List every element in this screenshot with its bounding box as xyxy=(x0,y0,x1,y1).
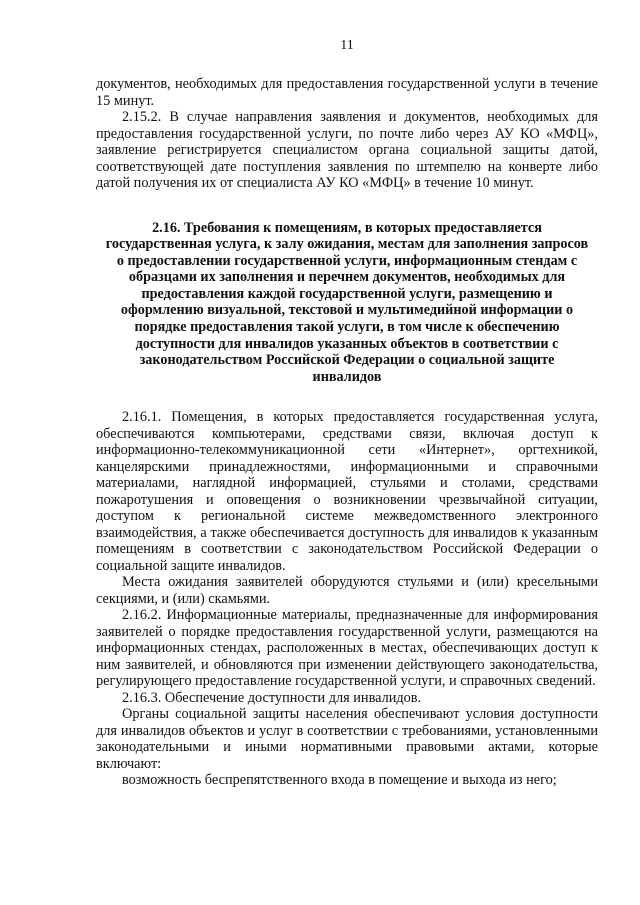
paragraph-list-item-entry: возможность беспрепятственного входа в помещение и выхода из него; xyxy=(122,772,557,789)
page-number: 11 xyxy=(340,38,354,53)
paragraph-2-16-1: 2.16.1. Помещения, в которых предоставляется государственная услуга, обеспечиваются компьютерами, средствами связи, включая доступ к информационно-телекоммуникационной сети «Интернет», оргтехникой, канцелярскими принадлежностями, информационными и справочными материалами, наглядной информацией, стульями и столами, средствами пожаротушения и оповещения о возникновении чрезвычайной ситуации, доступом к региональной системе межведомственного электронного взаимодействия, а также обеспечивается доступность для инвалидов к указанным помещениям в соответствии с законодательством Российской Федерации о социальной защите инвалидов. xyxy=(96,409,598,574)
paragraph-2-16-2: 2.16.2. Информационные материалы, предназначенные для информирования заявителей о порядке предоставления государственной услуги, размещаются на информационных стендах, расположенных в местах, обеспечивающих доступ к ним заявителей, и обновляются при изменении действующего законодательства, регулирующего предоставление государственной услуги, и справочных сведений. xyxy=(96,607,598,690)
paragraph-continuation: документов, необходимых для предоставления государственной услуги в течение 15 минут. xyxy=(96,76,598,109)
paragraph-waiting-places: Места ожидания заявителей оборудуются стульями и (или) кресельными секциями, и (или) скамьями. xyxy=(96,574,598,607)
section-heading-2-16: 2.16. Требования к помещениям, в которых предоставляется государственная услуга, к залу ожидания, местам для заполнения запросов о предоставлении государственной услуги, информационным стендам с образцами их заполнения и перечнем документов, необходимых для предоставления каждой государственной услуги, размещению и оформлению визуальной, текстовой и мультимедийной информации о порядке предоставления такой услуги, в том числе к обеспечению доступности для инвалидов указанных объектов в соответствии с законодательством Российской Федерации о социальной защите инвалидов xyxy=(105,219,589,385)
paragraph-2-15-2: 2.15.2. В случае направления заявления и документов, необходимых для предоставления государственной услуги, по почте либо через АУ КО «МФЦ», заявление регистрируется специалистом органа социальной защиты датой, соответствующей дате поступления заявления по штемпелю на конверте либо датой получения их от специалиста АУ КО «МФЦ» в течение 10 минут. xyxy=(96,109,598,191)
paragraph-accessibility-conditions: Органы социальной защиты населения обеспечивают условия доступности для инвалидов объектов и услуг в соответствии с требованиями, установленными законодательными и иными нормативными правовыми актами, которые включают: xyxy=(96,706,598,772)
paragraph-2-16-3: 2.16.3. Обеспечение доступности для инвалидов. xyxy=(122,689,422,706)
